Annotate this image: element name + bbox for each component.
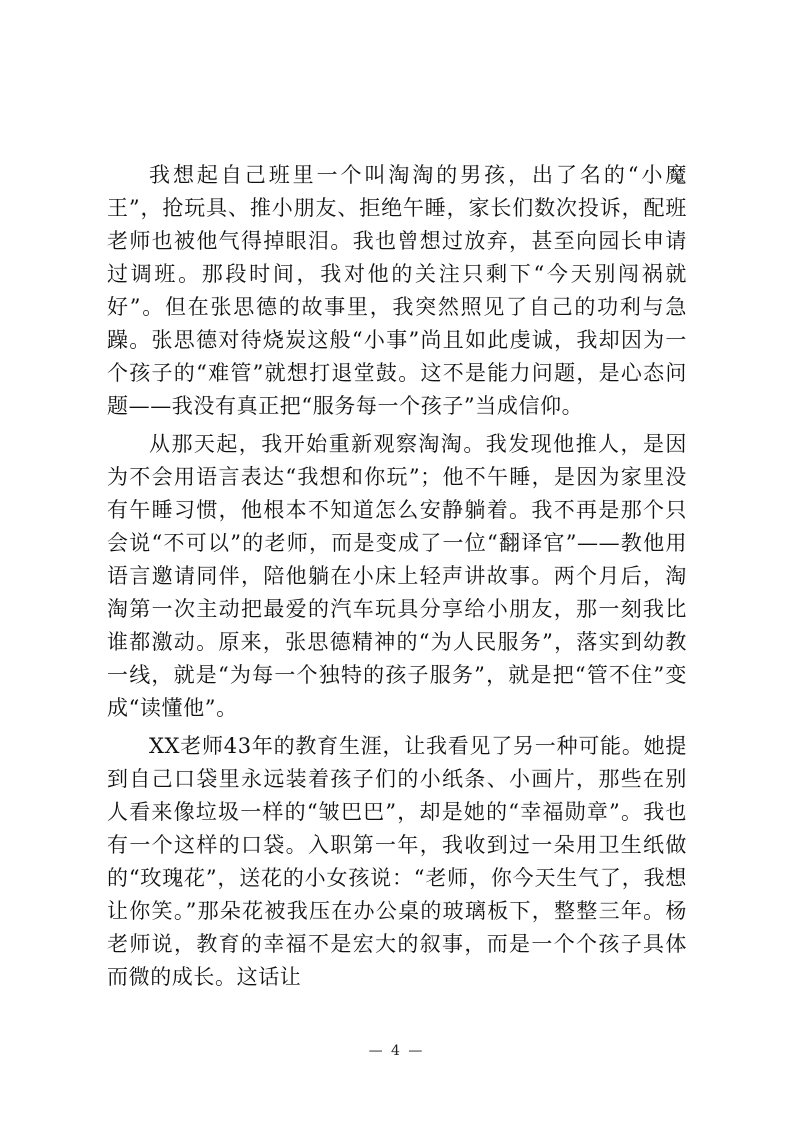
paragraph-1: 我想起自己班里一个叫淘淘的男孩，出了名的“小魔王”，抢玩具、推小朋友、拒绝午睡，家长们数次投诉，配班老师也被他气得掉眼泪。我也曾想过放弃，甚至向园长申请过调班。那段时间，我对他的关注只剩下“今天别闯祸就好”。但在张思德的故事里，我突然照见了自己的功利与急躁。张思德对待烧炭这般“小事”尚且如此虔诚，我却因为一个孩子的“难管”就想打退堂鼓。这不是能力问题，是心态问题——我没有真正把“服务每一个孩子”当成信仰。: [107, 163, 687, 418]
body-text: [107, 159, 687, 999]
paragraph-3: XX老师43年的教育生涯，让我看见了另一种可能。她提到自己口袋里永远装着孩子们的小纸条、小画片，那些在别人看来像垃圾一样的“皱巴巴”，却是她的“幸福勋章”。我也有一个这样的口袋。入职第一年，我收到过一朵用卫生纸做的“玫瑰花”，送花的小女孩说：“老师，你今天生气了，我想让你笑。”那朵花被我压在办公桌的玻璃板下，整整三年。杨老师说，教育的幸福不是宏大的叙事，而是一个个孩子具体而微的成长。这话让: [107, 734, 687, 989]
paragraph-2: 从那天起，我开始重新观察淘淘。我发现他推人，是因为不会用语言表达“我想和你玩”；他不午睡，是因为家里没有午睡习惯，他根本不知道怎么安静躺着。我不再是那个只会说“不可以”的老师，而是变成了一位“翻译官”——教他用语言邀请同伴，陪他躺在小床上轻声讲故事。两个月后，淘淘第一次主动把最爱的汽车玩具分享给小朋友，那一刻我比谁都激动。原来，张思德精神的“为人民服务”，落实到幼教一线，就是“为每一个独特的孩子服务”，就是把“管不住”变成“读懂他”。: [107, 432, 687, 720]
page-number: — 4 —: [368, 1043, 425, 1059]
